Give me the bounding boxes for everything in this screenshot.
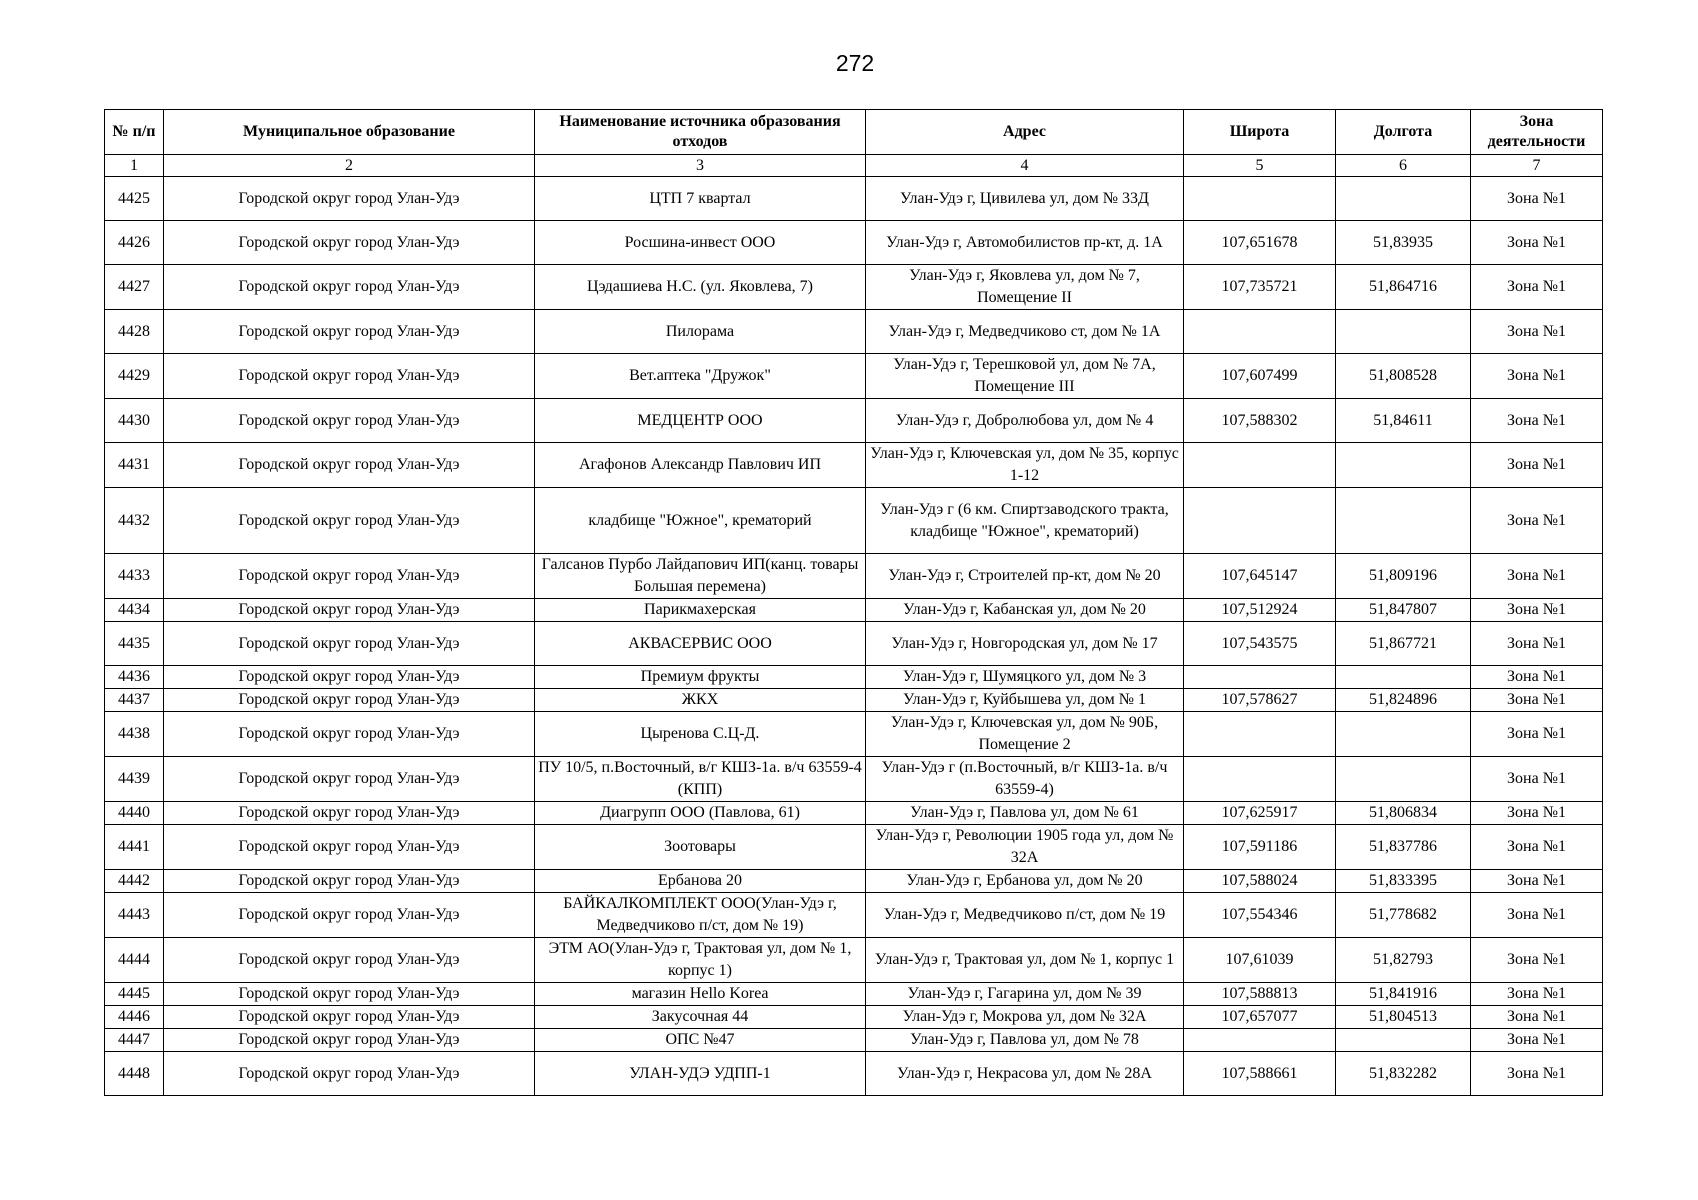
table-row bbox=[105, 689, 1603, 712]
table-row bbox=[105, 599, 1603, 622]
cell-latitude: 107,651678 bbox=[1184, 221, 1336, 265]
table-row bbox=[105, 802, 1603, 825]
table-row bbox=[105, 825, 1603, 870]
cell-zone: Зона №1 bbox=[1471, 712, 1603, 757]
table-row bbox=[105, 221, 1603, 265]
cell-longitude: 51,864716 bbox=[1336, 265, 1471, 310]
header-cell-address: Адрес bbox=[866, 110, 1184, 155]
cell-source-name: УЛАН-УДЭ УДПП-1 bbox=[535, 1052, 866, 1096]
cell-longitude bbox=[1336, 666, 1471, 689]
cell-number: 4425 bbox=[105, 177, 164, 221]
cell-latitude bbox=[1184, 310, 1336, 354]
table-row bbox=[105, 488, 1603, 554]
cell-municipality: Городской округ город Улан-Удэ bbox=[164, 488, 535, 554]
cell-zone: Зона №1 bbox=[1471, 488, 1603, 554]
table-row bbox=[105, 666, 1603, 689]
cell-source-name: Галсанов Пурбо Лайдапович ИП(канц. товары Большая перемена) bbox=[535, 554, 866, 599]
cell-longitude: 51,809196 bbox=[1336, 554, 1471, 599]
cell-zone: Зона №1 bbox=[1471, 622, 1603, 666]
cell-longitude bbox=[1336, 177, 1471, 221]
cell-source-name: Диагрупп ООО (Павлова, 61) bbox=[535, 802, 866, 825]
cell-longitude: 51,833395 bbox=[1336, 870, 1471, 893]
cell-zone: Зона №1 bbox=[1471, 757, 1603, 802]
table-header-row bbox=[105, 110, 1603, 155]
cell-address: Улан-Удэ г, Медведчиково п/ст, дом № 19 bbox=[866, 893, 1184, 938]
cell-number: 4435 bbox=[105, 622, 164, 666]
table-row bbox=[105, 870, 1603, 893]
cell-zone: Зона №1 bbox=[1471, 443, 1603, 488]
cell-number: 4431 bbox=[105, 443, 164, 488]
cell-source-name: Парикмахерская bbox=[535, 599, 866, 622]
table-row bbox=[105, 622, 1603, 666]
cell-number: 4430 bbox=[105, 399, 164, 443]
cell-municipality: Городской округ город Улан-Удэ bbox=[164, 757, 535, 802]
cell-longitude bbox=[1336, 310, 1471, 354]
cell-longitude: 51,778682 bbox=[1336, 893, 1471, 938]
cell-number: 4439 bbox=[105, 757, 164, 802]
table-row bbox=[105, 1029, 1603, 1052]
column-number: 4 bbox=[866, 155, 1184, 177]
page-number: 272 bbox=[835, 50, 875, 76]
cell-source-name: ОПС №47 bbox=[535, 1029, 866, 1052]
cell-municipality: Городской округ город Улан-Удэ bbox=[164, 310, 535, 354]
cell-zone: Зона №1 bbox=[1471, 265, 1603, 310]
column-number: 5 bbox=[1184, 155, 1336, 177]
cell-municipality: Городской округ город Улан-Удэ bbox=[164, 399, 535, 443]
cell-number: 4440 bbox=[105, 802, 164, 825]
column-number-row bbox=[105, 155, 1603, 177]
cell-municipality: Городской округ город Улан-Удэ bbox=[164, 1029, 535, 1052]
cell-source-name: Пилорама bbox=[535, 310, 866, 354]
cell-latitude bbox=[1184, 488, 1336, 554]
table-row bbox=[105, 712, 1603, 757]
cell-longitude: 51,82793 bbox=[1336, 938, 1471, 983]
table-row bbox=[105, 354, 1603, 399]
table-row bbox=[105, 757, 1603, 802]
cell-address: Улан-Удэ г, Мокрова ул, дом № 32А bbox=[866, 1006, 1184, 1029]
cell-number: 4433 bbox=[105, 554, 164, 599]
cell-latitude: 107,554346 bbox=[1184, 893, 1336, 938]
cell-number: 4446 bbox=[105, 1006, 164, 1029]
cell-zone: Зона №1 bbox=[1471, 689, 1603, 712]
cell-municipality: Городской округ город Улан-Удэ bbox=[164, 802, 535, 825]
cell-address: Улан-Удэ г, Автомобилистов пр-кт, д. 1А bbox=[866, 221, 1184, 265]
cell-zone: Зона №1 bbox=[1471, 1052, 1603, 1096]
header-cell-latitude: Широта bbox=[1184, 110, 1336, 155]
header-cell-zone: Зона деятельности bbox=[1471, 110, 1603, 155]
cell-zone: Зона №1 bbox=[1471, 554, 1603, 599]
cell-zone: Зона №1 bbox=[1471, 983, 1603, 1006]
cell-address: Улан-Удэ г, Гагарина ул, дом № 39 bbox=[866, 983, 1184, 1006]
cell-source-name: Премиум фрукты bbox=[535, 666, 866, 689]
cell-zone: Зона №1 bbox=[1471, 310, 1603, 354]
cell-address: Улан-Удэ г, Кабанская ул, дом № 20 bbox=[866, 599, 1184, 622]
cell-number: 4444 bbox=[105, 938, 164, 983]
cell-number: 4445 bbox=[105, 983, 164, 1006]
cell-longitude: 51,824896 bbox=[1336, 689, 1471, 712]
cell-municipality: Городской округ город Улан-Удэ bbox=[164, 1052, 535, 1096]
cell-address: Улан-Удэ г, Яковлева ул, дом № 7, Помещение II bbox=[866, 265, 1184, 310]
cell-longitude bbox=[1336, 443, 1471, 488]
cell-municipality: Городской округ город Улан-Удэ bbox=[164, 221, 535, 265]
cell-number: 4429 bbox=[105, 354, 164, 399]
cell-address: Улан-Удэ г, Павлова ул, дом № 78 bbox=[866, 1029, 1184, 1052]
cell-latitude: 107,657077 bbox=[1184, 1006, 1336, 1029]
cell-source-name: Закусочная 44 bbox=[535, 1006, 866, 1029]
cell-longitude: 51,841916 bbox=[1336, 983, 1471, 1006]
cell-address: Улан-Удэ г, Ключевская ул, дом № 35, корпус 1-12 bbox=[866, 443, 1184, 488]
cell-zone: Зона №1 bbox=[1471, 399, 1603, 443]
cell-latitude: 107,578627 bbox=[1184, 689, 1336, 712]
cell-number: 4443 bbox=[105, 893, 164, 938]
waste-sources-table bbox=[104, 109, 1603, 1096]
cell-zone: Зона №1 bbox=[1471, 938, 1603, 983]
cell-latitude bbox=[1184, 666, 1336, 689]
cell-source-name: Росшина-инвест ООО bbox=[535, 221, 866, 265]
cell-municipality: Городской округ город Улан-Удэ bbox=[164, 666, 535, 689]
cell-number: 4426 bbox=[105, 221, 164, 265]
cell-address: Улан-Удэ г, Трактовая ул, дом № 1, корпус 1 bbox=[866, 938, 1184, 983]
cell-zone: Зона №1 bbox=[1471, 870, 1603, 893]
cell-municipality: Городской округ город Улан-Удэ bbox=[164, 554, 535, 599]
table-row bbox=[105, 893, 1603, 938]
cell-source-name: ЦТП 7 квартал bbox=[535, 177, 866, 221]
cell-address: Улан-Удэ г, Шумяцкого ул, дом № 3 bbox=[866, 666, 1184, 689]
cell-address: Улан-Удэ г, Ключевская ул, дом № 90Б, Помещение 2 bbox=[866, 712, 1184, 757]
cell-longitude: 51,832282 bbox=[1336, 1052, 1471, 1096]
cell-address: Улан-Удэ г (п.Восточный, в/г КШЗ-1а. в/ч 63559-4) bbox=[866, 757, 1184, 802]
cell-address: Улан-Удэ г, Цивилева ул, дом № 33Д bbox=[866, 177, 1184, 221]
cell-number: 4448 bbox=[105, 1052, 164, 1096]
cell-address: Улан-Удэ г, Строителей пр-кт, дом № 20 bbox=[866, 554, 1184, 599]
cell-source-name: кладбище "Южное", крематорий bbox=[535, 488, 866, 554]
table-row bbox=[105, 443, 1603, 488]
cell-latitude: 107,588813 bbox=[1184, 983, 1336, 1006]
cell-zone: Зона №1 bbox=[1471, 666, 1603, 689]
table-row bbox=[105, 983, 1603, 1006]
cell-number: 4427 bbox=[105, 265, 164, 310]
cell-address: Улан-Удэ г, Павлова ул, дом № 61 bbox=[866, 802, 1184, 825]
cell-latitude: 107,735721 bbox=[1184, 265, 1336, 310]
cell-number: 4438 bbox=[105, 712, 164, 757]
table-row bbox=[105, 1006, 1603, 1029]
cell-latitude: 107,607499 bbox=[1184, 354, 1336, 399]
cell-latitude bbox=[1184, 443, 1336, 488]
cell-address: Улан-Удэ г, Некрасова ул, дом № 28А bbox=[866, 1052, 1184, 1096]
cell-zone: Зона №1 bbox=[1471, 354, 1603, 399]
cell-longitude: 51,847807 bbox=[1336, 599, 1471, 622]
header-cell-longitude: Долгота bbox=[1336, 110, 1471, 155]
cell-source-name: Вет.аптека "Дружок" bbox=[535, 354, 866, 399]
cell-latitude: 107,645147 bbox=[1184, 554, 1336, 599]
cell-address: Улан-Удэ г, Медведчиково ст, дом № 1А bbox=[866, 310, 1184, 354]
column-number: 1 bbox=[105, 155, 164, 177]
cell-latitude bbox=[1184, 712, 1336, 757]
cell-source-name: Агафонов Александр Павлович ИП bbox=[535, 443, 866, 488]
cell-zone: Зона №1 bbox=[1471, 825, 1603, 870]
cell-address: Улан-Удэ г (6 км. Спиртзаводского тракта, кладбище "Южное", крематорий) bbox=[866, 488, 1184, 554]
cell-latitude: 107,543575 bbox=[1184, 622, 1336, 666]
cell-address: Улан-Удэ г, Куйбышева ул, дом № 1 bbox=[866, 689, 1184, 712]
cell-source-name: АКВАСЕРВИС ООО bbox=[535, 622, 866, 666]
table-row bbox=[105, 310, 1603, 354]
cell-longitude: 51,808528 bbox=[1336, 354, 1471, 399]
column-number: 2 bbox=[164, 155, 535, 177]
table-row bbox=[105, 399, 1603, 443]
column-number: 7 bbox=[1471, 155, 1603, 177]
cell-source-name: ПУ 10/5, п.Восточный, в/г КШЗ-1а. в/ч 63559-4 (КПП) bbox=[535, 757, 866, 802]
cell-longitude: 51,83935 bbox=[1336, 221, 1471, 265]
cell-zone: Зона №1 bbox=[1471, 599, 1603, 622]
cell-longitude bbox=[1336, 1029, 1471, 1052]
cell-number: 4428 bbox=[105, 310, 164, 354]
cell-municipality: Городской округ город Улан-Удэ bbox=[164, 689, 535, 712]
cell-municipality: Городской округ город Улан-Удэ bbox=[164, 177, 535, 221]
cell-municipality: Городской округ город Улан-Удэ bbox=[164, 825, 535, 870]
cell-municipality: Городской округ город Улан-Удэ bbox=[164, 1006, 535, 1029]
cell-municipality: Городской округ город Улан-Удэ bbox=[164, 893, 535, 938]
cell-municipality: Городской округ город Улан-Удэ bbox=[164, 622, 535, 666]
cell-latitude: 107,512924 bbox=[1184, 599, 1336, 622]
cell-municipality: Городской округ город Улан-Удэ bbox=[164, 983, 535, 1006]
cell-latitude: 107,591186 bbox=[1184, 825, 1336, 870]
cell-latitude: 107,588661 bbox=[1184, 1052, 1336, 1096]
cell-source-name: ЖКХ bbox=[535, 689, 866, 712]
cell-address: Улан-Удэ г, Ербанова ул, дом № 20 bbox=[866, 870, 1184, 893]
cell-address: Улан-Удэ г, Революции 1905 года ул, дом № 32А bbox=[866, 825, 1184, 870]
table-row bbox=[105, 1052, 1603, 1096]
cell-number: 4442 bbox=[105, 870, 164, 893]
cell-source-name: Ербанова 20 bbox=[535, 870, 866, 893]
cell-longitude: 51,837786 bbox=[1336, 825, 1471, 870]
cell-source-name: МЕДЦЕНТР ООО bbox=[535, 399, 866, 443]
cell-zone: Зона №1 bbox=[1471, 1029, 1603, 1052]
cell-longitude bbox=[1336, 488, 1471, 554]
cell-number: 4432 bbox=[105, 488, 164, 554]
table-row bbox=[105, 265, 1603, 310]
cell-longitude: 51,867721 bbox=[1336, 622, 1471, 666]
cell-source-name: БАЙКАЛКОМПЛЕКТ ООО(Улан-Удэ г, Медведчиково п/ст, дом № 19) bbox=[535, 893, 866, 938]
cell-longitude: 51,84611 bbox=[1336, 399, 1471, 443]
cell-longitude bbox=[1336, 712, 1471, 757]
cell-zone: Зона №1 bbox=[1471, 893, 1603, 938]
cell-municipality: Городской округ город Улан-Удэ bbox=[164, 354, 535, 399]
cell-municipality: Городской округ город Улан-Удэ bbox=[164, 443, 535, 488]
table-row bbox=[105, 554, 1603, 599]
column-number: 3 bbox=[535, 155, 866, 177]
cell-latitude: 107,588302 bbox=[1184, 399, 1336, 443]
header-cell-municipality: Муниципальное образование bbox=[164, 110, 535, 155]
cell-address: Улан-Удэ г, Добролюбова ул, дом № 4 bbox=[866, 399, 1184, 443]
cell-number: 4437 bbox=[105, 689, 164, 712]
header-cell-source-name: Наименование источника образования отходов bbox=[535, 110, 866, 155]
table-row bbox=[105, 938, 1603, 983]
cell-longitude: 51,806834 bbox=[1336, 802, 1471, 825]
cell-municipality: Городской округ город Улан-Удэ bbox=[164, 265, 535, 310]
cell-number: 4434 bbox=[105, 599, 164, 622]
cell-latitude bbox=[1184, 1029, 1336, 1052]
cell-number: 4436 bbox=[105, 666, 164, 689]
cell-latitude: 107,625917 bbox=[1184, 802, 1336, 825]
table-row bbox=[105, 177, 1603, 221]
cell-longitude: 51,804513 bbox=[1336, 1006, 1471, 1029]
cell-zone: Зона №1 bbox=[1471, 802, 1603, 825]
cell-address: Улан-Удэ г, Терешковой ул, дом № 7А, Помещение III bbox=[866, 354, 1184, 399]
cell-zone: Зона №1 bbox=[1471, 177, 1603, 221]
cell-zone: Зона №1 bbox=[1471, 221, 1603, 265]
cell-address: Улан-Удэ г, Новгородская ул, дом № 17 bbox=[866, 622, 1184, 666]
cell-municipality: Городской округ город Улан-Удэ bbox=[164, 599, 535, 622]
cell-longitude bbox=[1336, 757, 1471, 802]
cell-latitude bbox=[1184, 177, 1336, 221]
cell-source-name: Цэдашиева Н.С. (ул. Яковлева, 7) bbox=[535, 265, 866, 310]
header-cell-number: № п/п bbox=[105, 110, 164, 155]
cell-source-name: ЭТМ АО(Улан-Удэ г, Трактовая ул, дом № 1, корпус 1) bbox=[535, 938, 866, 983]
cell-source-name: магазин Hello Korea bbox=[535, 983, 866, 1006]
cell-latitude bbox=[1184, 757, 1336, 802]
cell-number: 4441 bbox=[105, 825, 164, 870]
cell-source-name: Цыренова С.Ц-Д. bbox=[535, 712, 866, 757]
cell-latitude: 107,61039 bbox=[1184, 938, 1336, 983]
cell-municipality: Городской округ город Улан-Удэ bbox=[164, 870, 535, 893]
cell-latitude: 107,588024 bbox=[1184, 870, 1336, 893]
cell-municipality: Городской округ город Улан-Удэ bbox=[164, 938, 535, 983]
cell-number: 4447 bbox=[105, 1029, 164, 1052]
column-number: 6 bbox=[1336, 155, 1471, 177]
cell-municipality: Городской округ город Улан-Удэ bbox=[164, 712, 535, 757]
cell-zone: Зона №1 bbox=[1471, 1006, 1603, 1029]
cell-source-name: Зоотовары bbox=[535, 825, 866, 870]
